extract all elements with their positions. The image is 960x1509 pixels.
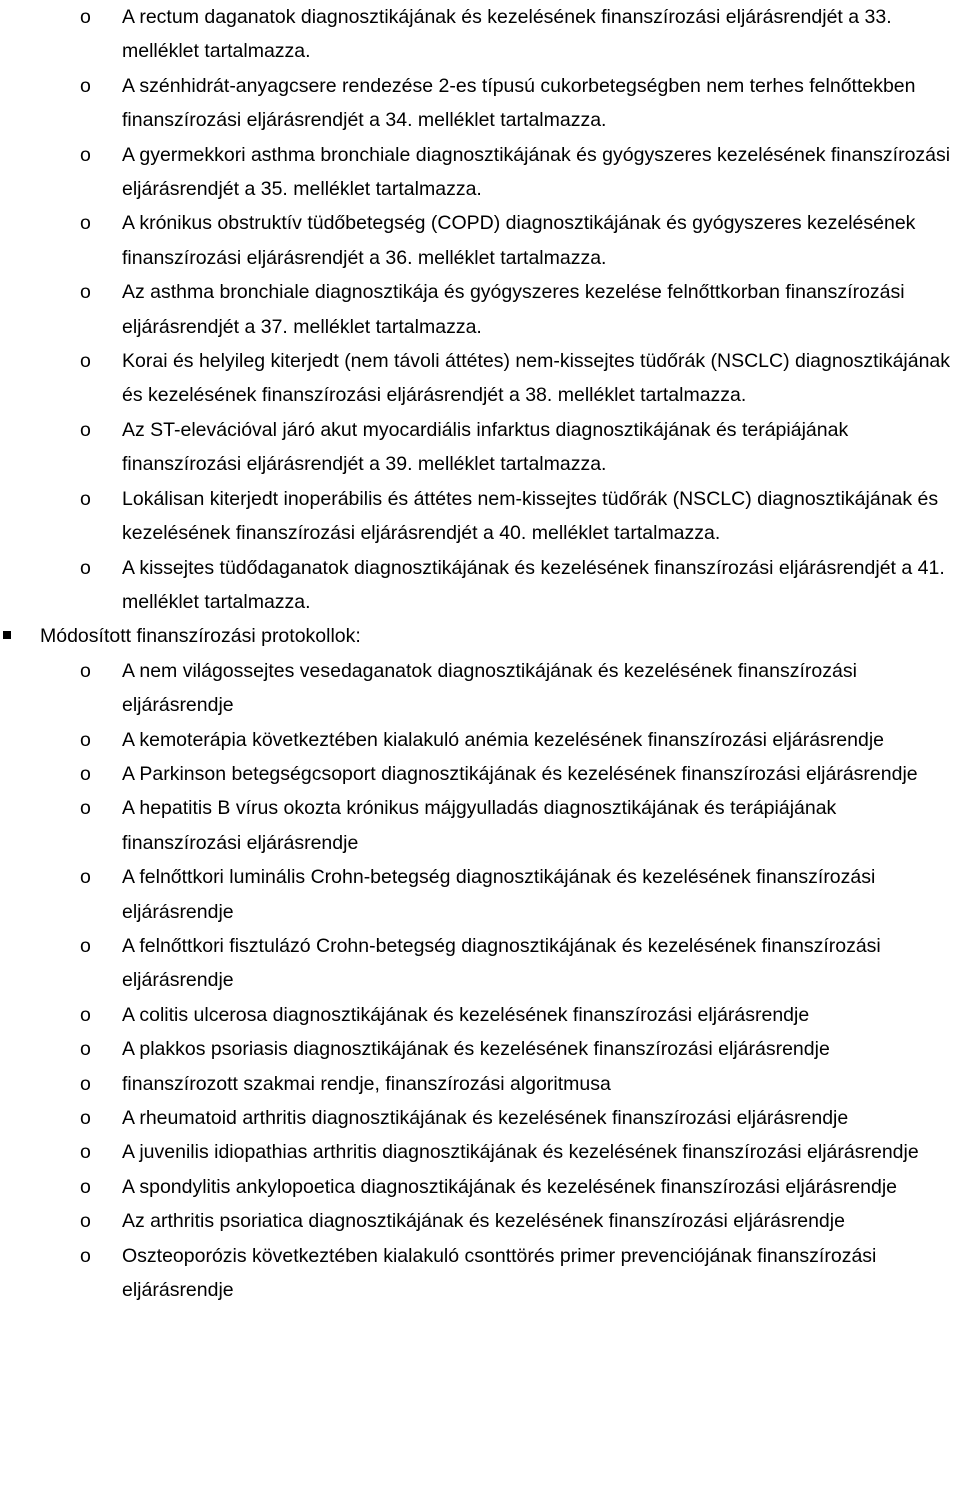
list-item xyxy=(0,1032,960,1066)
list-item xyxy=(0,206,960,275)
list-item xyxy=(0,998,960,1032)
bullet-marker: o xyxy=(80,1038,91,1061)
bullet-marker: o xyxy=(80,728,91,751)
list-item xyxy=(0,1170,960,1204)
list-item xyxy=(0,654,960,723)
list-item-text: finanszírozott szakmai rendje, finanszírozási algoritmusa xyxy=(122,1072,611,1095)
bullet-marker: o xyxy=(80,418,91,441)
bullet-marker: o xyxy=(80,1107,91,1129)
list-item xyxy=(0,1101,960,1135)
list-item-text: A spondylitis ankylopoetica diagnosztikájának és kezelésének finanszírozási eljárásrendje xyxy=(122,1175,898,1198)
bullet-marker: o xyxy=(80,556,91,579)
list-item xyxy=(0,723,960,757)
section-heading xyxy=(0,619,960,653)
square-bullet-icon xyxy=(3,631,11,639)
list-item xyxy=(0,138,960,207)
list-item xyxy=(0,757,960,791)
list-item xyxy=(0,69,960,138)
list-item xyxy=(0,275,960,344)
bullet-marker: o xyxy=(80,1210,91,1233)
bullet-marker: o xyxy=(80,281,91,304)
list-item xyxy=(0,482,960,551)
list-item xyxy=(0,413,960,482)
list-item xyxy=(0,860,960,929)
list-item xyxy=(0,929,960,998)
list-item xyxy=(0,791,960,860)
annex-list xyxy=(0,0,960,619)
bullet-marker: o xyxy=(80,74,91,97)
list-item xyxy=(0,1239,960,1308)
list-item-text: A hepatitis B vírus okozta krónikus májgyulladás diagnosztikájának és terápiájának finanszírozási eljárásrendje xyxy=(122,797,837,854)
bullet-marker: o xyxy=(80,143,91,166)
bullet-marker: o xyxy=(80,212,91,235)
bullet-marker: o xyxy=(80,487,91,510)
bullet-marker: o xyxy=(80,934,91,957)
list-item-text: Korai és helyileg kiterjedt (nem távoli áttétes) nem-kissejtes tüdőrák (NSCLC) diagnosztikájának és kezelésének finanszírozási eljárásrendjét a 38. melléklet tartalmazza. xyxy=(122,350,951,407)
list-item-text: A gyermekkori asthma bronchiale diagnosztikájának és gyógyszeres kezelésének finanszírozási eljárásrendjét a 35. melléklet tartalmazza. xyxy=(122,143,951,201)
list-item xyxy=(0,551,960,620)
list-item-text: A plakkos psoriasis diagnosztikájának és kezelésének finanszírozási eljárásrendje xyxy=(122,1038,830,1061)
list-item xyxy=(0,1067,960,1101)
bullet-marker: o xyxy=(80,659,91,682)
list-item-text: A rheumatoid arthritis diagnosztikájának és kezelésének finanszírozási eljárásrendje xyxy=(122,1107,849,1129)
list-item-text: A kissejtes tüdődaganatok diagnosztikájának és kezelésének finanszírozási eljárásrendjét a 41. melléklet tartalmazza. xyxy=(122,556,945,613)
list-item-text: Oszteoporózis következtében kialakuló csonttörés primer prevenciójának finanszírozási eljárásrendje xyxy=(122,1244,877,1302)
bullet-marker: o xyxy=(80,866,91,889)
section-heading-text: Módosított finanszírozási protokollok: xyxy=(40,625,361,648)
bullet-marker: o xyxy=(80,1003,91,1026)
list-item-text: A juvenilis idiopathias arthritis diagnosztikájának és kezelésének finanszírozási eljárásrendje xyxy=(122,1141,919,1164)
list-item-text: A kemoterápia következtében kialakuló anémia kezelésének finanszírozási eljárásrendje xyxy=(122,728,885,751)
list-item-text: A szénhidrát-anyagcsere rendezése 2-es típusú cukorbetegségben nem terhes felnőttekben finanszírozási eljárásrendjét a 34. melléklet tartalmazza. xyxy=(122,74,916,132)
list-item-text: Az asthma bronchiale diagnosztikája és gyógyszeres kezelése felnőttkorban finanszírozási eljárásrendjét a 37. melléklet tartalmazza. xyxy=(122,281,905,338)
bullet-marker: o xyxy=(80,797,91,820)
bullet-marker: o xyxy=(80,350,91,373)
list-item-text: A rectum daganatok diagnosztikájának és kezelésének finanszírozási eljárásrendjét a 33. melléklet tartalmazza. xyxy=(122,6,892,63)
list-item xyxy=(0,1204,960,1238)
list-item xyxy=(0,344,960,413)
list-item-text: A felnőttkori luminális Crohn-betegség diagnosztikájának és kezelésének finanszírozási eljárásrendje xyxy=(122,866,876,923)
bullet-marker: o xyxy=(80,1175,91,1198)
list-item-text: A colitis ulcerosa diagnosztikájának és kezelésének finanszírozási eljárásrendje xyxy=(122,1003,810,1026)
modified-protocols-list xyxy=(0,654,960,1308)
list-item xyxy=(0,0,960,69)
bullet-marker: o xyxy=(80,6,91,28)
list-item-text: Az arthritis psoriatica diagnosztikájának és kezelésének finanszírozási eljárásrendje xyxy=(122,1210,845,1233)
list-item-text: A Parkinson betegségcsoport diagnosztikájának és kezelésének finanszírozási eljárásrendje xyxy=(122,762,918,785)
bullet-marker: o xyxy=(80,1072,91,1095)
list-item-text: A nem világossejtes vesedaganatok diagnosztikájának és kezelésének finanszírozási eljárásrendje xyxy=(122,659,857,717)
list-item xyxy=(0,1135,960,1169)
list-item-text: A krónikus obstruktív tüdőbetegség (COPD) diagnosztikájának és gyógyszeres kezelésének finanszírozási eljárásrendjét a 36. melléklet tartalmazza. xyxy=(122,212,916,269)
list-item-text: Lokálisan kiterjedt inoperábilis és áttétes nem-kissejtes tüdőrák (NSCLC) diagnosztikájának és kezelésének finanszírozási eljárásrendjét a 40. melléklet tartalmazza. xyxy=(122,487,939,545)
bullet-marker: o xyxy=(80,762,91,785)
list-item-text: Az ST-elevációval járó akut myocardiális infarktus diagnosztikájának és terápiájának finanszírozási eljárásrendjét a 39. melléklet tartalmazza. xyxy=(122,418,849,476)
bullet-marker: o xyxy=(80,1244,91,1267)
list-item-text: A felnőttkori fisztulázó Crohn-betegség diagnosztikájának és kezelésének finanszírozási eljárásrendje xyxy=(122,934,881,992)
bullet-marker: o xyxy=(80,1141,91,1164)
